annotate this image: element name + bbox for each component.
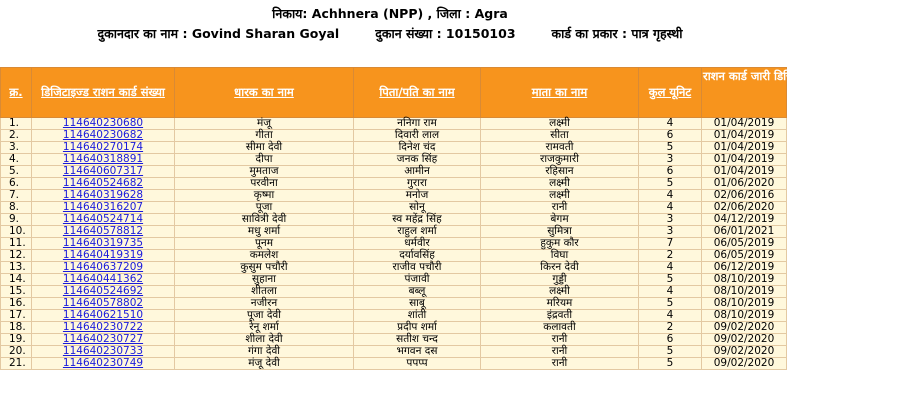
issue-date-cell: 08/10/2019 bbox=[702, 310, 787, 322]
card-number-cell bbox=[32, 250, 175, 262]
card-number-link[interactable]: 114640230682 bbox=[62, 129, 144, 141]
issue-date-cell: 01/04/2019 bbox=[702, 130, 787, 142]
issue-date-cell: 01/04/2019 bbox=[702, 118, 787, 130]
father-husband-name-cell: सोनू bbox=[354, 202, 481, 214]
mother-name-cell: लक्ष्मी bbox=[481, 178, 639, 190]
issue-date-cell: 02/06/2020 bbox=[702, 202, 787, 214]
mother-name-cell: रानी bbox=[481, 202, 639, 214]
father-husband-name-cell: बब्लू bbox=[354, 286, 481, 298]
holder-name-cell: रेनू शर्मा bbox=[175, 322, 354, 334]
father-husband-name-cell: साबू bbox=[354, 298, 481, 310]
card-number-link[interactable]: 114640319628 bbox=[62, 189, 144, 201]
card-number-link[interactable]: 114640578812 bbox=[62, 225, 144, 237]
total-units-cell: 6 bbox=[639, 334, 702, 346]
serial-cell: 16. bbox=[1, 298, 32, 310]
holder-name-cell: सीमा देवी bbox=[175, 142, 354, 154]
table-row bbox=[1, 346, 787, 358]
table-row bbox=[1, 154, 787, 166]
table-row bbox=[1, 214, 787, 226]
table-row bbox=[1, 130, 787, 142]
table-row bbox=[1, 178, 787, 190]
total-units-cell: 2 bbox=[639, 250, 702, 262]
holder-name-cell: पूनम bbox=[175, 238, 354, 250]
mother-name-cell: हुकुम कौर bbox=[481, 238, 639, 250]
father-husband-name-cell: दिनेश चंद bbox=[354, 142, 481, 154]
mother-name-cell: इंद्रवती bbox=[481, 310, 639, 322]
total-units-cell: 6 bbox=[639, 130, 702, 142]
total-units-cell: 5 bbox=[639, 178, 702, 190]
serial-cell: 4. bbox=[1, 154, 32, 166]
mother-name-cell: लक्ष्मी bbox=[481, 190, 639, 202]
holder-name-cell: कृष्मा bbox=[175, 190, 354, 202]
issue-date-cell: 08/10/2019 bbox=[702, 274, 787, 286]
card-number-cell bbox=[32, 298, 175, 310]
card-number-link[interactable]: 114640270174 bbox=[62, 141, 144, 153]
serial-cell: 6. bbox=[1, 178, 32, 190]
issue-date-cell: 04/12/2019 bbox=[702, 214, 787, 226]
holder-name-cell: पूजा देवी bbox=[175, 310, 354, 322]
issue-date-cell: 01/06/2020 bbox=[702, 178, 787, 190]
total-units-cell: 4 bbox=[639, 118, 702, 130]
father-husband-name-cell: आमीन bbox=[354, 166, 481, 178]
table-header-row bbox=[1, 68, 787, 118]
card-number-cell bbox=[32, 334, 175, 346]
col-header-holder-name[interactable]: धारक का नाम bbox=[175, 68, 354, 118]
serial-cell: 17. bbox=[1, 310, 32, 322]
mother-name-cell: गुड्डी bbox=[481, 274, 639, 286]
card-number-link[interactable]: 114640524682 bbox=[62, 177, 144, 189]
card-number-cell bbox=[32, 190, 175, 202]
card-number-cell bbox=[32, 274, 175, 286]
serial-cell: 21. bbox=[1, 358, 32, 370]
col-header-father-husband-name[interactable]: पिता/पति का नाम bbox=[354, 68, 481, 118]
father-husband-name-cell: शांती bbox=[354, 310, 481, 322]
table-row bbox=[1, 334, 787, 346]
father-husband-name-cell: जनक सिंह bbox=[354, 154, 481, 166]
mother-name-cell: मरियम bbox=[481, 298, 639, 310]
card-number-link[interactable]: 114640419319 bbox=[62, 249, 144, 261]
issue-date-cell: 08/10/2019 bbox=[702, 298, 787, 310]
holder-name-cell: सावित्री देवी bbox=[175, 214, 354, 226]
card-number-cell bbox=[32, 166, 175, 178]
issue-date-cell: 06/05/2019 bbox=[702, 250, 787, 262]
father-husband-name-cell: दिवारी लाल bbox=[354, 130, 481, 142]
issue-date-cell: 06/01/2021 bbox=[702, 226, 787, 238]
father-husband-name-cell: स्व महेंद्र सिंह bbox=[354, 214, 481, 226]
total-units-cell: 7 bbox=[639, 238, 702, 250]
card-number-link[interactable]: 114640524714 bbox=[62, 213, 144, 225]
holder-name-cell: मंजू bbox=[175, 118, 354, 130]
holder-name-cell: गीता bbox=[175, 130, 354, 142]
serial-cell: 19. bbox=[1, 334, 32, 346]
mother-name-cell: रहिसान bbox=[481, 166, 639, 178]
father-husband-name-cell: मनोज bbox=[354, 190, 481, 202]
issue-date-cell: 09/02/2020 bbox=[702, 322, 787, 334]
mother-name-cell: रानी bbox=[481, 358, 639, 370]
mother-name-cell: किरन देवी bbox=[481, 262, 639, 274]
card-number-cell bbox=[32, 154, 175, 166]
father-husband-name-cell: राजीव पचौरी bbox=[354, 262, 481, 274]
col-header-issue-date: राशन कार्ड जारी डिजिटल हस्ताक्षर ) करने की तिथि bbox=[702, 68, 787, 118]
card-number-link[interactable]: 114640578802 bbox=[62, 297, 144, 309]
table-row bbox=[1, 142, 787, 154]
col-header-card-number[interactable]: डिजिटाइज्ड राशन कार्ड संख्या bbox=[32, 68, 175, 118]
father-husband-name-cell: दर्यावसिंह bbox=[354, 250, 481, 262]
page-header-location: निकाय: Achhnera (NPP) , जिला : Agra bbox=[272, 6, 508, 21]
issue-date-cell: 08/10/2019 bbox=[702, 286, 787, 298]
card-number-link[interactable]: 114640230727 bbox=[62, 333, 144, 345]
card-number-link[interactable]: 114640637209 bbox=[62, 261, 144, 273]
card-number-cell bbox=[32, 118, 175, 130]
mother-name-cell: कलावती bbox=[481, 322, 639, 334]
total-units-cell: 4 bbox=[639, 286, 702, 298]
holder-name-cell: कुसुम पचौरी bbox=[175, 262, 354, 274]
mother-name-cell: बेगम bbox=[481, 214, 639, 226]
card-number-cell bbox=[32, 358, 175, 370]
total-units-cell: 4 bbox=[639, 190, 702, 202]
issue-date-cell: 01/04/2019 bbox=[702, 166, 787, 178]
holder-name-cell: कमलेश bbox=[175, 250, 354, 262]
card-number-cell bbox=[32, 226, 175, 238]
holder-name-cell: नजीरन bbox=[175, 298, 354, 310]
card-number-link[interactable]: 114640230749 bbox=[62, 357, 144, 369]
issue-date-cell: 06/05/2019 bbox=[702, 238, 787, 250]
card-number-cell bbox=[32, 310, 175, 322]
holder-name-cell: परवीना bbox=[175, 178, 354, 190]
issue-date-cell: 09/02/2020 bbox=[702, 334, 787, 346]
father-husband-name-cell: पपप्प bbox=[354, 358, 481, 370]
mother-name-cell: सुमित्रा bbox=[481, 226, 639, 238]
holder-name-cell: पूजा bbox=[175, 202, 354, 214]
table-row bbox=[1, 118, 787, 130]
total-units-cell: 5 bbox=[639, 346, 702, 358]
card-number-link[interactable]: 114640230680 bbox=[62, 117, 144, 129]
card-number-link[interactable]: 114640441362 bbox=[62, 273, 144, 285]
table-row bbox=[1, 286, 787, 298]
total-units-cell: 3 bbox=[639, 154, 702, 166]
father-husband-name-cell: राहुल शर्मा bbox=[354, 226, 481, 238]
card-number-link[interactable]: 114640607317 bbox=[62, 165, 144, 177]
total-units-cell: 5 bbox=[639, 358, 702, 370]
table-row bbox=[1, 310, 787, 322]
total-units-cell: 4 bbox=[639, 202, 702, 214]
card-number-cell bbox=[32, 346, 175, 358]
total-units-cell: 2 bbox=[639, 322, 702, 334]
card-number-link[interactable]: 114640316207 bbox=[62, 201, 144, 213]
issue-date-cell: 09/02/2020 bbox=[702, 358, 787, 370]
total-units-cell: 5 bbox=[639, 142, 702, 154]
mother-name-cell: लक्ष्मी bbox=[481, 118, 639, 130]
mother-name-cell: राजकुमारी bbox=[481, 154, 639, 166]
holder-name-cell: मधु शर्मा bbox=[175, 226, 354, 238]
card-number-cell bbox=[32, 130, 175, 142]
shopkeeper-name: दुकानदार का नाम : Govind Sharan Goyal bbox=[97, 26, 340, 41]
card-number-cell bbox=[32, 322, 175, 334]
card-number-link[interactable]: 114640230722 bbox=[62, 321, 144, 333]
card-number-link[interactable]: 114640318891 bbox=[62, 153, 144, 165]
card-number-link[interactable]: 114640230733 bbox=[62, 345, 144, 357]
table-row bbox=[1, 250, 787, 262]
father-husband-name-cell: गुरारा bbox=[354, 178, 481, 190]
card-number-link[interactable]: 114640524692 bbox=[62, 285, 144, 297]
page-header-shop-info bbox=[0, 25, 780, 42]
mother-name-cell: रानी bbox=[481, 334, 639, 346]
serial-cell: 14. bbox=[1, 274, 32, 286]
table-row bbox=[1, 358, 787, 370]
total-units-cell: 4 bbox=[639, 310, 702, 322]
serial-cell: 18. bbox=[1, 322, 32, 334]
father-husband-name-cell: पंजावी bbox=[354, 274, 481, 286]
card-number-cell bbox=[32, 286, 175, 298]
table-row bbox=[1, 238, 787, 250]
ration-card-table bbox=[0, 67, 918, 370]
mother-name-cell: रामवती bbox=[481, 142, 639, 154]
father-husband-name-cell: ननिगा राम bbox=[354, 118, 481, 130]
issue-date-cell: 09/02/2020 bbox=[702, 346, 787, 358]
table-row bbox=[1, 322, 787, 334]
serial-cell: 2. bbox=[1, 130, 32, 142]
mother-name-cell: विघा bbox=[481, 250, 639, 262]
total-units-cell: 4 bbox=[639, 262, 702, 274]
serial-cell: 8. bbox=[1, 202, 32, 214]
mother-name-cell: रानी bbox=[481, 346, 639, 358]
father-husband-name-cell: सतीश चन्द bbox=[354, 334, 481, 346]
total-units-cell: 6 bbox=[639, 166, 702, 178]
serial-cell: 13. bbox=[1, 262, 32, 274]
card-number-link[interactable]: 114640319735 bbox=[62, 237, 144, 249]
total-units-cell: 5 bbox=[639, 274, 702, 286]
table-row bbox=[1, 298, 787, 310]
card-number-cell bbox=[32, 178, 175, 190]
card-number-link[interactable]: 114640621510 bbox=[62, 309, 144, 321]
table-row bbox=[1, 166, 787, 178]
total-units-cell: 5 bbox=[639, 298, 702, 310]
table-row bbox=[1, 202, 787, 214]
serial-cell: 12. bbox=[1, 250, 32, 262]
total-units-cell: 3 bbox=[639, 226, 702, 238]
holder-name-cell: शीला देवी bbox=[175, 334, 354, 346]
table-row bbox=[1, 274, 787, 286]
issue-date-cell: 02/06/2016 bbox=[702, 190, 787, 202]
father-husband-name-cell: प्रदीप शर्मा bbox=[354, 322, 481, 334]
col-header-total-units[interactable]: कुल यूनिट bbox=[639, 68, 702, 118]
card-number-cell bbox=[32, 262, 175, 274]
mother-name-cell: लक्ष्मी bbox=[481, 286, 639, 298]
table-row bbox=[1, 226, 787, 238]
holder-name-cell: शीतला bbox=[175, 286, 354, 298]
holder-name-cell: गंगा देवी bbox=[175, 346, 354, 358]
card-type: कार्ड का प्रकार : पात्र गृहस्थी bbox=[551, 26, 683, 41]
total-units-cell: 3 bbox=[639, 214, 702, 226]
serial-cell: 15. bbox=[1, 286, 32, 298]
father-husband-name-cell: भगवन दस bbox=[354, 346, 481, 358]
father-husband-name-cell: धर्मवीर bbox=[354, 238, 481, 250]
serial-cell: 1. bbox=[1, 118, 32, 130]
table-row bbox=[1, 262, 787, 274]
serial-cell: 11. bbox=[1, 238, 32, 250]
holder-name-cell: सुहाना bbox=[175, 274, 354, 286]
card-number-cell bbox=[32, 214, 175, 226]
issue-date-cell: 06/12/2019 bbox=[702, 262, 787, 274]
shop-number: दुकान संख्या : 10150103 bbox=[375, 26, 516, 41]
card-number-cell bbox=[32, 142, 175, 154]
serial-cell: 10. bbox=[1, 226, 32, 238]
serial-cell: 20. bbox=[1, 346, 32, 358]
serial-cell: 9. bbox=[1, 214, 32, 226]
col-header-mother-name[interactable]: माता का नाम bbox=[481, 68, 639, 118]
holder-name-cell: दीपा bbox=[175, 154, 354, 166]
issue-date-cell: 01/04/2019 bbox=[702, 142, 787, 154]
mother-name-cell: सीता bbox=[481, 130, 639, 142]
table-row bbox=[1, 190, 787, 202]
card-number-cell bbox=[32, 238, 175, 250]
serial-cell: 7. bbox=[1, 190, 32, 202]
serial-cell: 3. bbox=[1, 142, 32, 154]
holder-name-cell: मुमताज bbox=[175, 166, 354, 178]
holder-name-cell: मंजू देवी bbox=[175, 358, 354, 370]
serial-cell: 5. bbox=[1, 166, 32, 178]
issue-date-cell: 01/04/2019 bbox=[702, 154, 787, 166]
card-number-cell bbox=[32, 202, 175, 214]
col-header-serial[interactable]: क्र. bbox=[1, 68, 32, 118]
